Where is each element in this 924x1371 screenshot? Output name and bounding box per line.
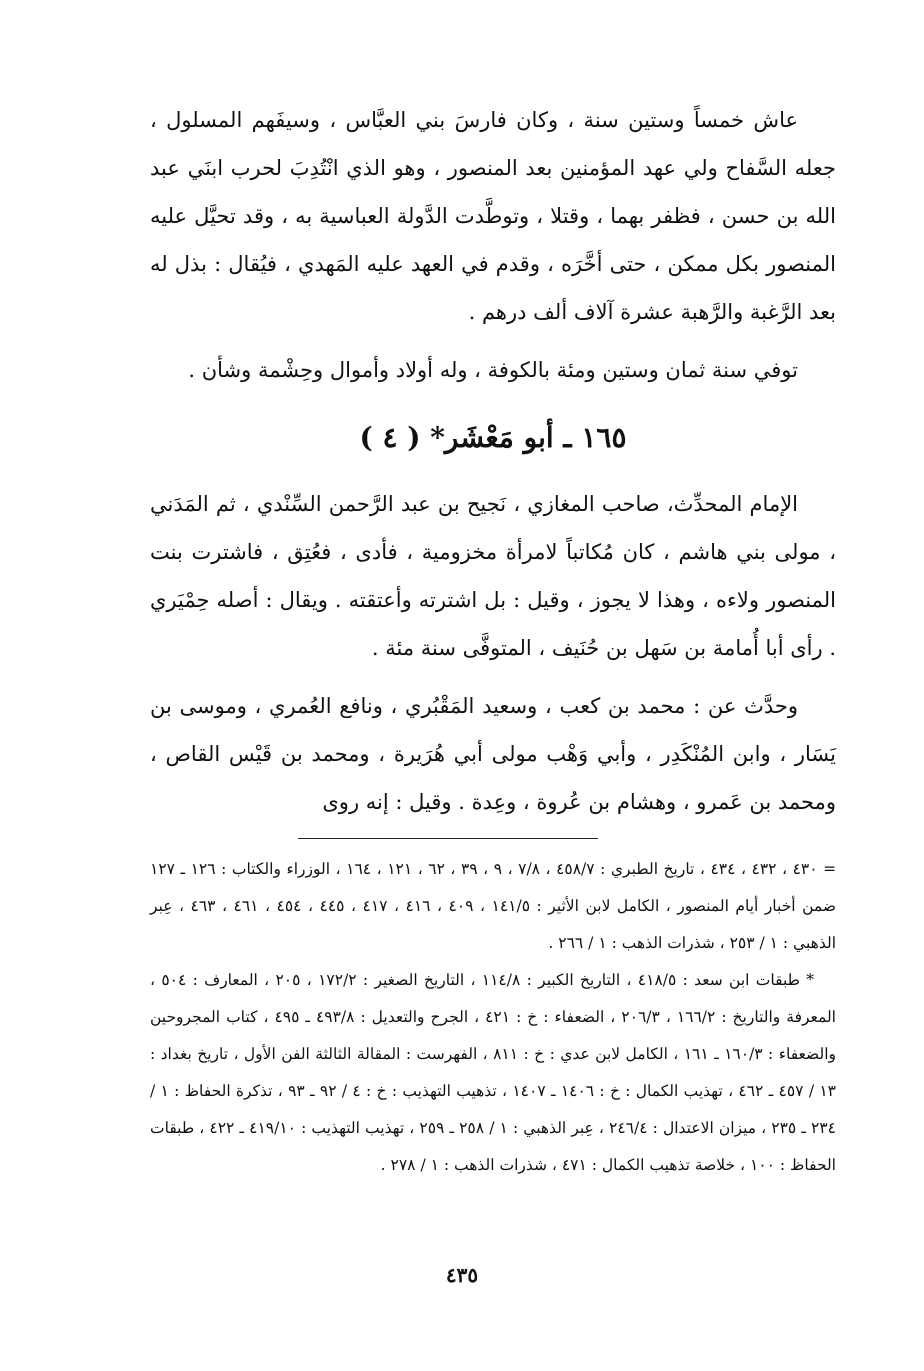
paragraph-gap xyxy=(150,672,836,682)
footnote: = ٤٣٠ ، ٤٣٢ ، ٤٣٤ ، تاريخ الطبري : ٤٥٨/٧ ، ٧/٨ ، ٩ ، ٣٩ ، ٦٢ ، ١٢١ ، ١٦٤ ، الوزراء والكتاب : ١٢٦ ـ ١٢٧ ضمن أخبار أيام المنصور ، الكامل لابن الأثير : ١٤١/٥ ، ٤٠٩ ، ٤١٦ ، ٤١٧ ، ٤٤٥ ، ٤٥٤ ، ٤٦١ ، ٤٦٣ ، عِبر الذهبي : ١ / ٢٥٣ ، شذرات الذهب : ١ / ٢٦٦ . xyxy=(150,860,837,952)
paragraph-gap xyxy=(150,336,836,346)
entry-heading: ١٦٥ ـ أبو مَعْشَر* ( ٤ ) xyxy=(359,421,627,454)
body-paragraph: وحدَّث عن : محمد بن كعب ، وسعيد المَقْبُري ، ونافع العُمري ، وموسى بن يَسَار ، وابن المُنْكَدِر ، وأبي وَهْب مولى أبي هُرَيرة ، ومحمد بن قَيْس القاص ، ومحمد بن عَمرو ، وهشام بن عُروة ، وعِدة . وقيل : إنه روى xyxy=(150,694,836,814)
body-paragraph: الإمام المحدِّث، صاحب المغازي ، نَجيح بن عبد الرَّحمن السِّنْدي ، ثم المَدَني ، مولى بني هاشم ، كان مُكاتباً لامرأة مخزومية ، فأدى ، فعُتِق ، فاشترت بنت المنصور ولاءه ، وهذا لا يجوز ، وقيل : بل اشترته وأعتقته . ويقال : أصله حِمْيَري . رأى أبا أُمامة بن سَهل بن حُنَيف ، المتوفَّى سنة مئة . xyxy=(150,492,836,660)
footnote-separator xyxy=(298,838,598,839)
body-paragraph: توفي سنة ثمان وستين ومئة بالكوفة ، وله أولاد وأموال وحِشْمة وشأن . xyxy=(188,358,798,382)
page-number: ٤٣٥ xyxy=(445,1263,479,1287)
body-paragraph: عاش خمساً وستين سنة ، وكان فارسَ بني العبَّاس ، وسيفَهم المسلول ، جعله السَّفاح ولي عهد المؤمنين بعد المنصور ، وهو الذي انْتُدِبَ لحرب ابنَي عبد الله بن حسن ، فظفر بهما ، وقتلا ، وتوطَّدت الدَّولة العباسية به ، وقد تحيَّل عليه المنصور بكل ممكن ، حتى أخَّرَه ، وقدم في العهد عليه المَهدي ، فيُقال : بذل له بعد الرَّغبة والرَّهبة عشرة آلاف ألف درهم . xyxy=(150,108,836,324)
footnote-separator-wrap xyxy=(150,838,836,839)
footnote: * طبقات ابن سعد : ٤١٨/٥ ، التاريخ الكبير : ١١٤/٨ ، التاريخ الصغير : ١٧٢/٢ ، ٢٠٥ ، المعارف : ٥٠٤ ، المعرفة والتاريخ : ١٦٦/٢ ، ٢٠٦/٣ ، الضعفاء : خ : ٤٢١ ، الجرح والتعديل : ٤٩٣/٨ ـ ٤٩٥ ، كتاب المجروحين والضعفاء : ١٦٠/٣ ـ ١٦١ ، الكامل لابن عدي : خ : ٨١١ ، الفهرست : المقالة الثالثة الفن الأول ، تاريخ بغداد : ١٣ / ٤٥٧ ـ ٤٦٢ ، تهذيب الكمال : خ : ١٤٠٦ ـ ١٤٠٧ ، تذهيب التهذيب : خ : ٤ / ٩٢ ـ ٩٣ ، تذكرة الحفاظ : ١ / ٢٣٤ ـ ٢٣٥ ، ميزان الاعتدال : ٢٤٦/٤ ، عِبر الذهبي : ١ / ٢٥٨ ـ ٢٥٩ ، تهذيب التهذيب : ٤١٩/١٠ ـ ٤٢٢ ، طبقات الحفاظ : ١٠٠ ، خلاصة تذهيب الكمال : ٤٧١ ، شذرات الذهب : ١ / ٢٧٨ . xyxy=(150,971,837,1174)
